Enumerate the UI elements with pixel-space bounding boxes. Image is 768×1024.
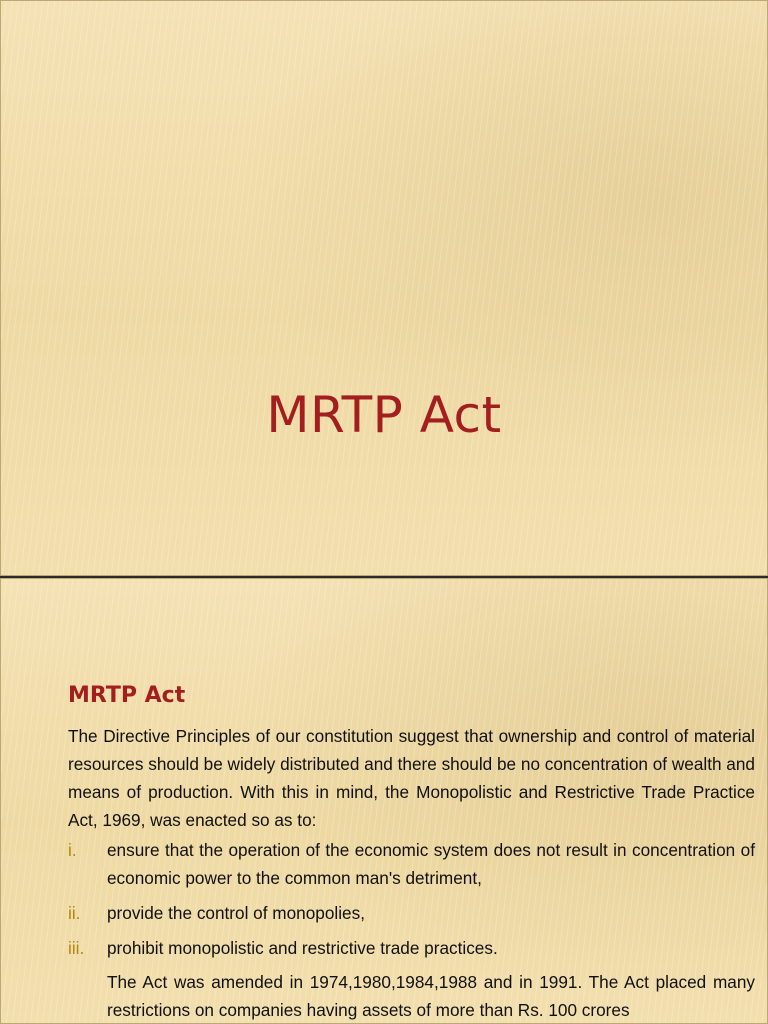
list-marker: i.	[68, 840, 77, 860]
list-item	[68, 899, 755, 927]
list-marker: iii.	[68, 938, 85, 958]
list-item-text: prohibit monopolistic and restrictive trade practices.	[107, 938, 498, 958]
slide-heading: MRTP Act	[68, 683, 186, 708]
list-marker: ii.	[68, 903, 81, 923]
intro-paragraph: The Directive Principles of our constitution suggest that ownership and control of material resources should be widely distributed and there should be no concentration of wealth and means of production. With this in mind, the Monopolistic and Restrictive Trade Practice Act, 1969, was enacted so as to:	[68, 726, 755, 830]
slide-body	[68, 722, 755, 1024]
list-item-text: provide the control of monopolies,	[107, 903, 365, 923]
amendment-paragraph: The Act was amended in 1974,1980,1984,1988 and in 1991. The Act placed many restrictions on companies having assets of more than Rs. 100 crores	[107, 972, 755, 1020]
content-slide	[0, 578, 768, 1024]
objectives-list	[68, 836, 755, 962]
list-item	[68, 836, 755, 892]
slide-title: MRTP Act	[266, 386, 502, 444]
list-item-text: ensure that the operation of the economic system does not result in concentration of economic power to the common man's detriment,	[107, 840, 755, 888]
list-item	[68, 934, 755, 962]
